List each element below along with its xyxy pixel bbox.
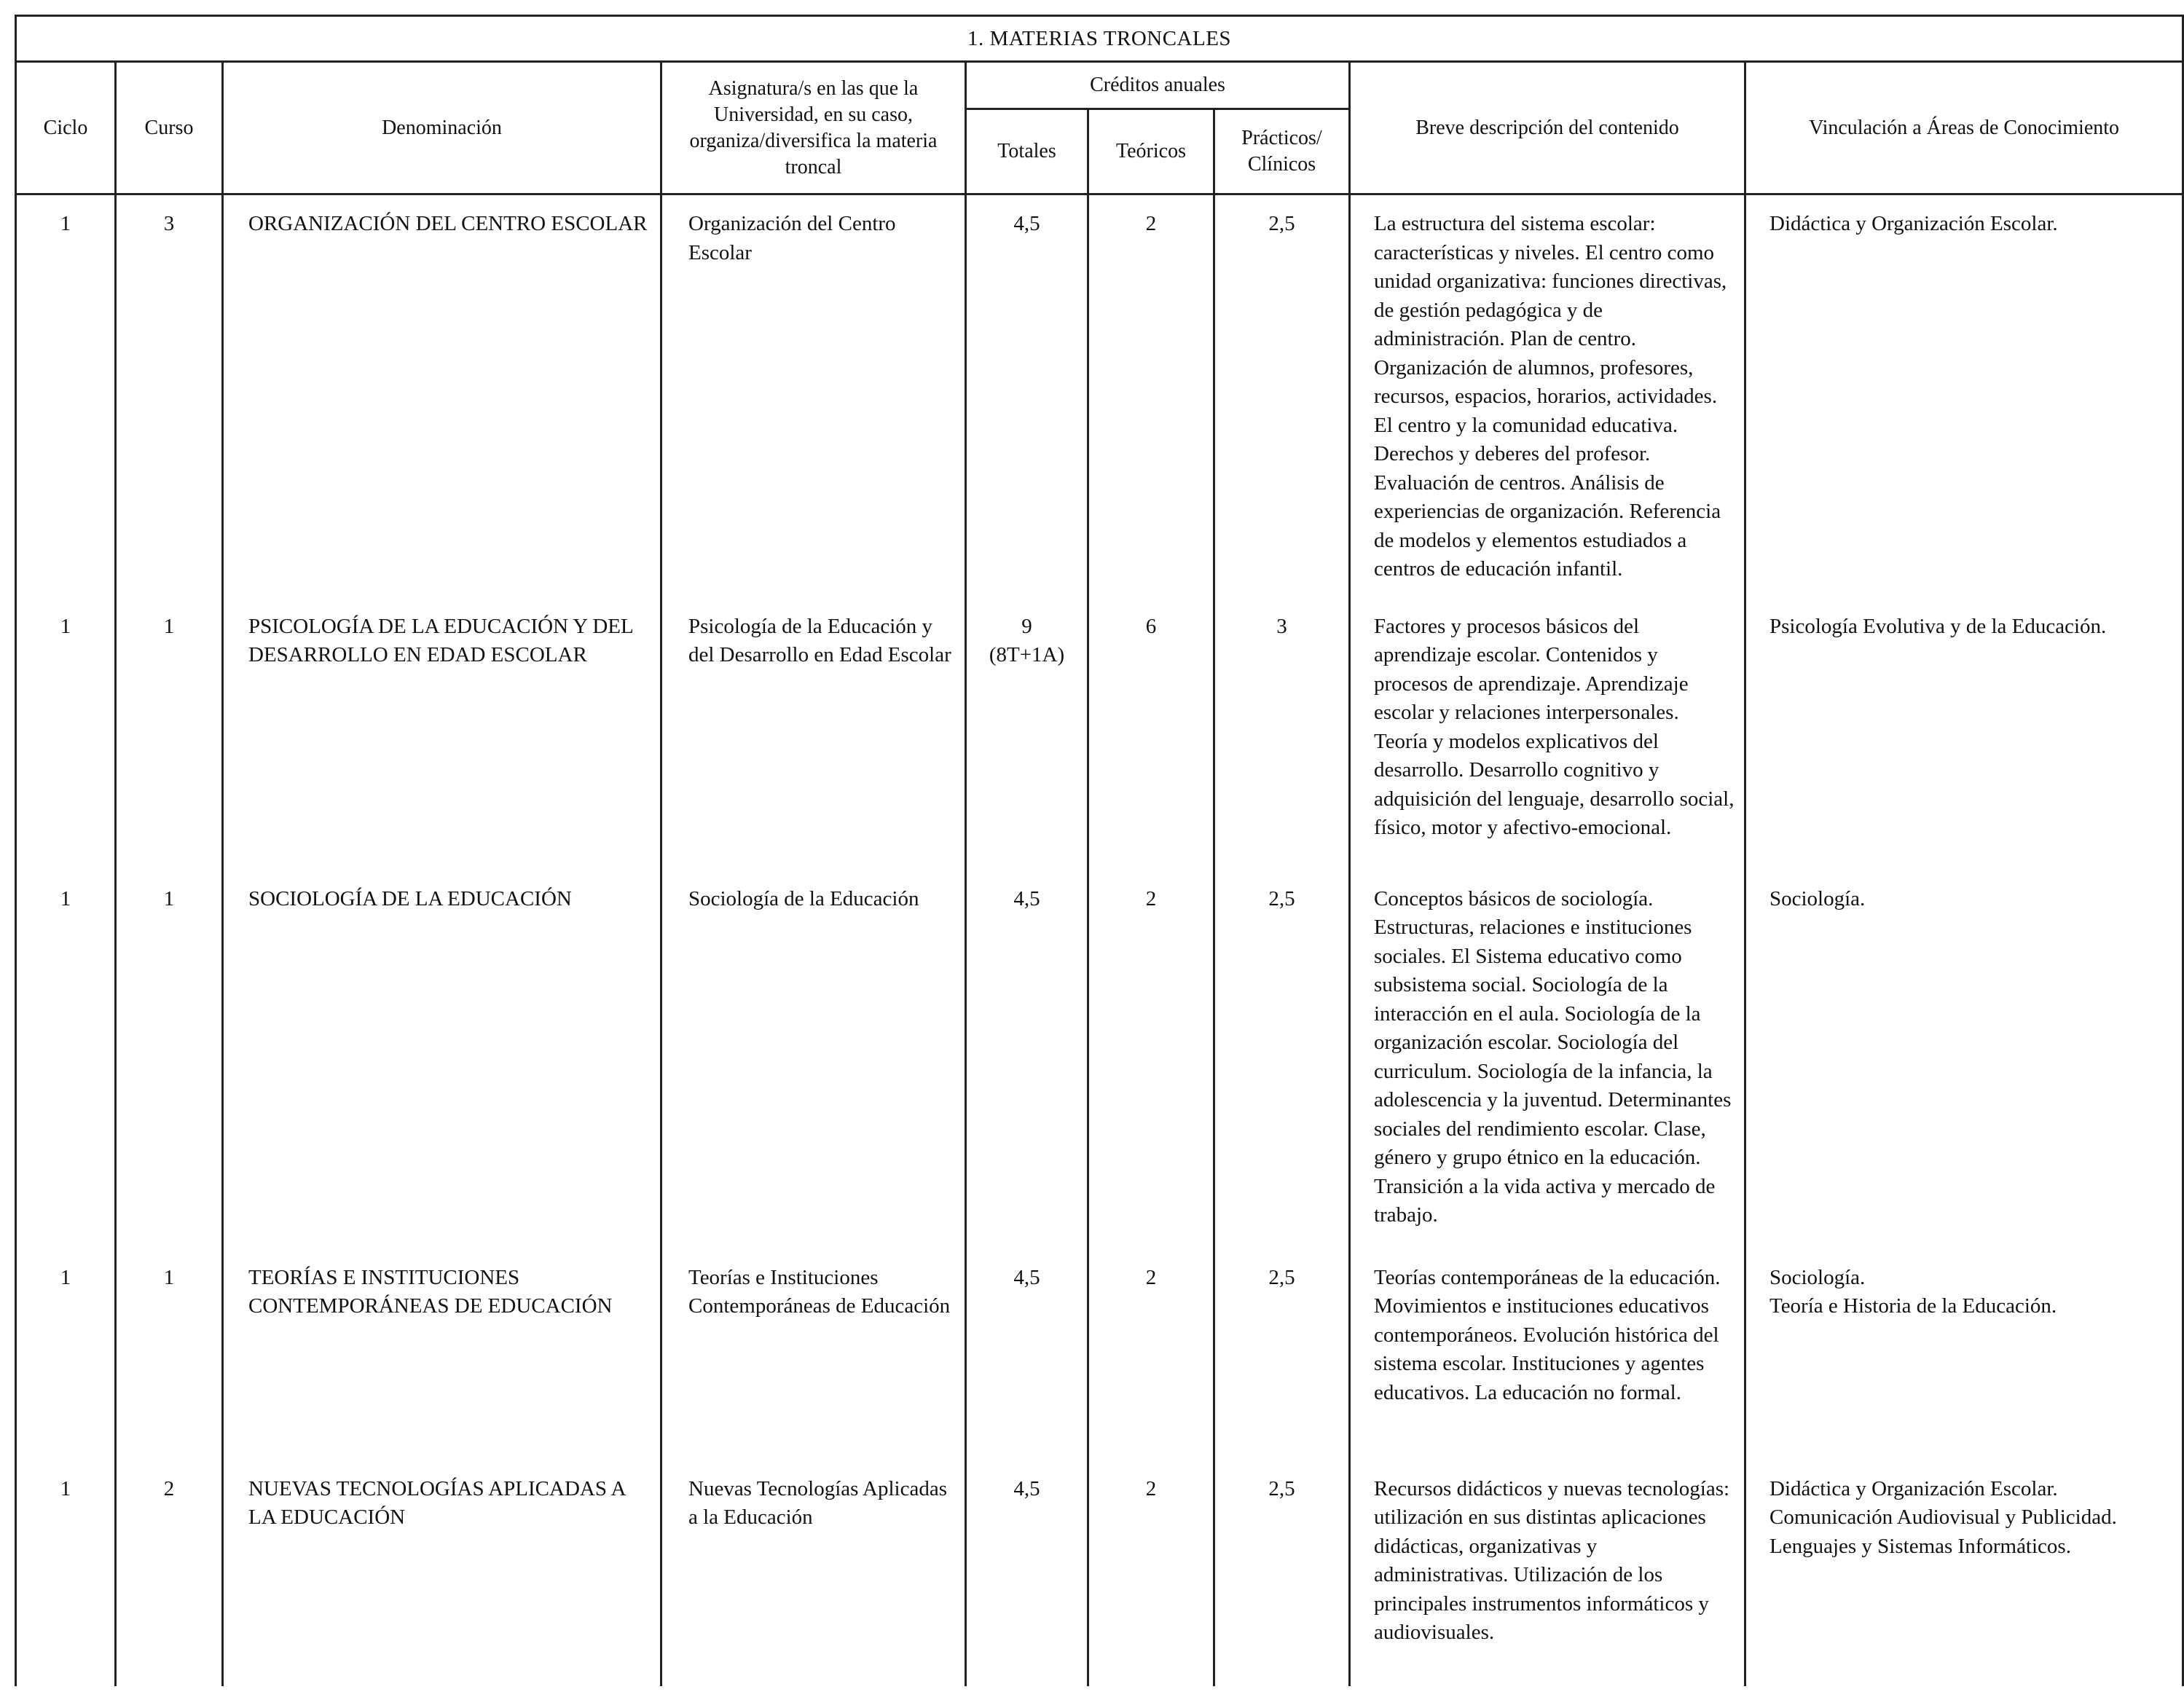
table-row [16,1475,2183,1686]
header-totales: Totales [966,109,1088,194]
cell-asignatura: Sociología de la Educación [661,885,966,1264]
area-conocimiento: Didáctica y Organización Escolar. [1769,212,2058,235]
cell-totales [966,194,1088,613]
cell-asignatura: Organización del Centro Escolar [661,194,966,613]
cell-asignatura: Psicología de la Educación y del Desarrollo en Edad Escolar [661,613,966,885]
cell-teoricos: 2 [1088,1475,1214,1686]
cell-totales [966,1475,1088,1686]
cell-descripcion: Conceptos básicos de sociología. Estructuras, relaciones e instituciones sociales. El Sistema educativo como subsistema social. Sociología de la interacción en el aula. Sociología de la organización escolar. Sociología del curriculum. Sociología de la infancia, la adolescencia y la juventud. Determinantes sociales del rendimiento escolar. Clase, género y grupo étnico en la educación. Transición a la vida activa y mercado de trabajo. [1350,885,1745,1264]
cell-curso: 1 [116,885,223,1264]
header-creditos-anuales: Créditos anuales [966,62,1350,109]
cell-teoricos: 2 [1088,194,1214,613]
cell-curso: 3 [116,194,223,613]
header-ciclo: Ciclo [16,62,116,194]
cell-descripcion: Teorías contemporáneas de la educación. Movimientos e instituciones educativos contemporáneos. Evolución histórica del sistema escolar. Instituciones y agentes educativos. La educación no formal. [1350,1264,1745,1475]
header-denominacion: Denominación [223,62,661,194]
header-practicos: Prácticos/ Clínicos [1214,109,1350,194]
cell-vinculacion [1745,885,2183,1264]
cell-descripcion: Factores y procesos básicos del aprendizaje escolar. Contenidos y procesos de aprendizaje. Aprendizaje escolar y relaciones interpersonales. Teoría y modelos explicativos del desarrollo. Desarrollo cognitivo y adquisición del lenguaje, desarrollo social, físico, motor y afectivo-emocional. [1350,613,1745,885]
cell-totales [966,1264,1088,1475]
cell-ciclo: 1 [16,194,116,613]
cell-practicos: 2,5 [1214,1264,1350,1475]
cell-denominacion: TEORÍAS E INSTITUCIONES CONTEMPORÁNEAS DE EDUCACIÓN [223,1264,661,1475]
cell-totales [966,613,1088,885]
cell-teoricos: 6 [1088,613,1214,885]
area-conocimiento: Lenguajes y Sistemas Informáticos. [1769,1534,2071,1558]
area-conocimiento: Didáctica y Organización Escolar. [1769,1476,2058,1500]
cell-curso: 2 [116,1475,223,1686]
cell-vinculacion [1745,1264,2183,1475]
cell-descripcion: La estructura del sistema escolar: características y niveles. El centro como unidad organizativa: funciones directivas, de gestión pedagógica y de administración. Plan de centro. Organización de alumnos, profesores, recursos, espacios, horarios, actividades. El centro y la comunidad educativa. Derechos y deberes del profesor. Evaluación de centros. Análisis de experiencias de organización. Referencia de modelos y elementos estudiados a centros de educación infantil. [1350,194,1745,613]
area-conocimiento: Comunicación Audiovisual y Publicidad. [1769,1506,2117,1529]
cell-practicos: 2,5 [1214,885,1350,1264]
table-title: 1. MATERIAS TRONCALES [16,16,2183,62]
cell-ciclo: 1 [16,613,116,885]
cell-practicos: 3 [1214,613,1350,885]
cell-descripcion: Recursos didácticos y nuevas tecnologías: utilización en sus distintas aplicaciones didácticas, organizativas y administrativas. Utilización de los principales instrumentos informáticos y audiovisuales. [1350,1475,1745,1686]
totales-value: 4,5 [1013,886,1040,910]
cell-teoricos: 2 [1088,1264,1214,1475]
header-curso: Curso [116,62,223,194]
cell-denominacion: PSICOLOGÍA DE LA EDUCACIÓN Y DEL DESARROLLO EN EDAD ESCOLAR [223,613,661,885]
cell-practicos: 2,5 [1214,194,1350,613]
area-conocimiento: Sociología. [1769,886,1866,910]
cell-asignatura: Teorías e Instituciones Contemporáneas de Educación [661,1264,966,1475]
cell-ciclo: 1 [16,1264,116,1475]
table-row [16,1264,2183,1475]
cell-practicos: 2,5 [1214,1475,1350,1686]
cell-totales [966,885,1088,1264]
table-row [16,194,2183,613]
header-asignaturas: Asignatura/s en las que la Universidad, en su caso, organiza/diversifica la materia troncal [661,62,966,194]
cell-teoricos: 2 [1088,885,1214,1264]
area-conocimiento: Teoría e Historia de la Educación. [1769,1294,2057,1318]
cell-ciclo: 1 [16,1475,116,1686]
totales-value: 9 [1021,614,1032,638]
cell-curso: 1 [116,613,223,885]
totales-value: 4,5 [1013,1476,1040,1500]
cell-asignatura: Nuevas Tecnologías Aplicadas a la Educación [661,1475,966,1686]
area-conocimiento: Sociología. [1769,1265,1866,1289]
totales-value: 4,5 [1013,1265,1040,1289]
cell-denominacion: SOCIOLOGÍA DE LA EDUCACIÓN [223,885,661,1264]
header-vinculacion: Vinculación a Áreas de Conocimiento [1745,62,2183,194]
cell-vinculacion [1745,1475,2183,1686]
totales-note: (8T+1A) [989,643,1065,666]
cell-vinculacion [1745,194,2183,613]
cell-denominacion: ORGANIZACIÓN DEL CENTRO ESCOLAR [223,194,661,613]
cell-denominacion: NUEVAS TECNOLOGÍAS APLICADAS A LA EDUCACIÓN [223,1475,661,1686]
totales-value: 4,5 [1013,212,1040,235]
cell-vinculacion [1745,613,2183,885]
header-descripcion: Breve descripción del contenido [1350,62,1745,194]
cell-ciclo: 1 [16,885,116,1264]
table-row [16,613,2183,885]
header-teoricos: Teóricos [1088,109,1214,194]
area-conocimiento: Psicología Evolutiva y de la Educación. [1769,614,2107,638]
cell-curso: 1 [116,1264,223,1475]
materias-troncales-table [15,15,2184,1686]
table-row [16,885,2183,1264]
